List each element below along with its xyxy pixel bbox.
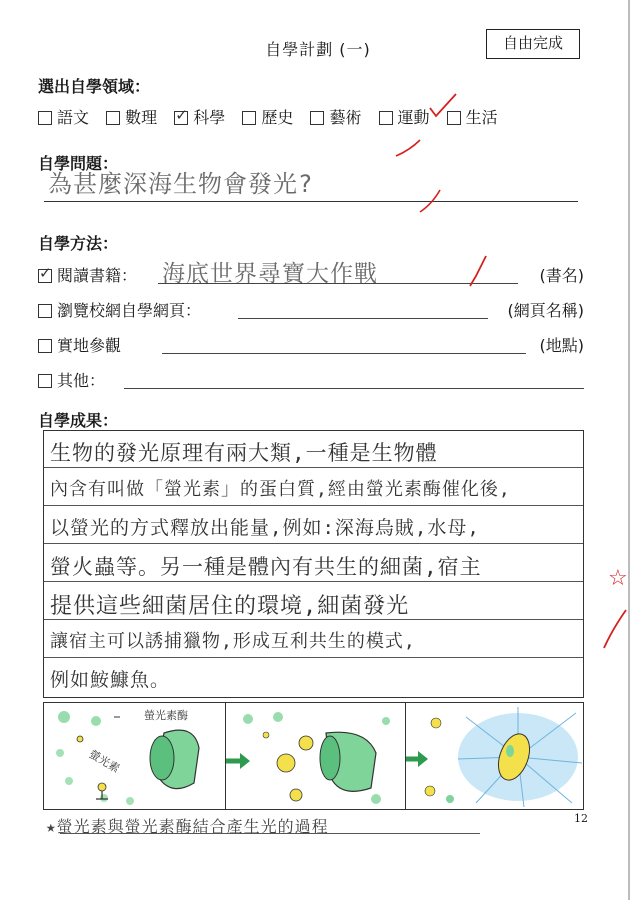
result-heading: 自學成果： <box>38 411 119 430</box>
result-line: 讓宿主可以誘捕獵物,形成互利共生的模式, <box>50 631 416 652</box>
red-tick-icon <box>420 190 440 212</box>
free-completion-badge: 自由完成 <box>486 29 580 59</box>
result-line: 以螢光的方式釋放出能量,例如:深海烏賊,水母, <box>50 517 480 539</box>
unit-label: (地點) <box>539 336 584 355</box>
question-answer[interactable]: 為甚麼深海生物會發光? <box>48 170 314 198</box>
domain-option-art[interactable]: 藝術 <box>310 105 361 128</box>
domain-option-science[interactable]: ✓ 科學 <box>174 105 225 128</box>
luciferin-label: 螢光素 <box>86 747 122 776</box>
red-tick-icon <box>604 610 626 648</box>
page-number: 12 <box>574 812 588 825</box>
unit-label: (網頁名稱) <box>507 301 584 320</box>
domain-option-language[interactable]: 語文 <box>38 105 89 128</box>
domain-option-sport[interactable]: 運動 <box>379 105 430 128</box>
method-label: 其他： <box>57 371 106 390</box>
domain-option-math[interactable]: 數理 <box>106 105 157 128</box>
result-line: 提供這些細菌居住的環境,細菌發光 <box>50 594 410 619</box>
figure-caption: ★螢光素與螢光素酶結合產生光的過程 <box>46 817 329 836</box>
unit-label: (書名) <box>539 266 584 285</box>
result-line: 生物的發光原理有兩大類,一種是生物體 <box>50 441 438 465</box>
page-title: 自學計劃 (一) <box>265 40 371 59</box>
red-tick-icon <box>430 94 456 116</box>
question-heading: 自學問題： <box>38 154 119 173</box>
method-label: 實地參觀 <box>57 336 122 355</box>
red-tick-icon <box>470 256 486 286</box>
method-heading: 自學方法： <box>38 234 119 253</box>
enzyme-label: 螢光素酶 <box>144 709 188 722</box>
result-line: 例如鮟鱇魚。 <box>50 669 171 691</box>
book-title[interactable]: 海底世界尋寶大作戰 <box>162 261 378 287</box>
red-tick-icon <box>396 140 420 156</box>
method-label: 閱讀書籍： <box>57 266 138 285</box>
domain-heading: 選出自學領域： <box>38 77 151 96</box>
result-line: 內含有叫做「螢光素」的蛋白質,經由螢光素酶催化後, <box>50 479 511 500</box>
domain-option-life[interactable]: 生活 <box>447 105 498 128</box>
red-star-icon: ☆ <box>608 566 628 591</box>
domain-option-history[interactable]: 歷史 <box>242 105 293 128</box>
method-label: 瀏覽校網自學網頁： <box>57 301 202 320</box>
result-line: 螢火蟲等。另一種是體內有共生的細菌,宿主 <box>50 555 482 579</box>
